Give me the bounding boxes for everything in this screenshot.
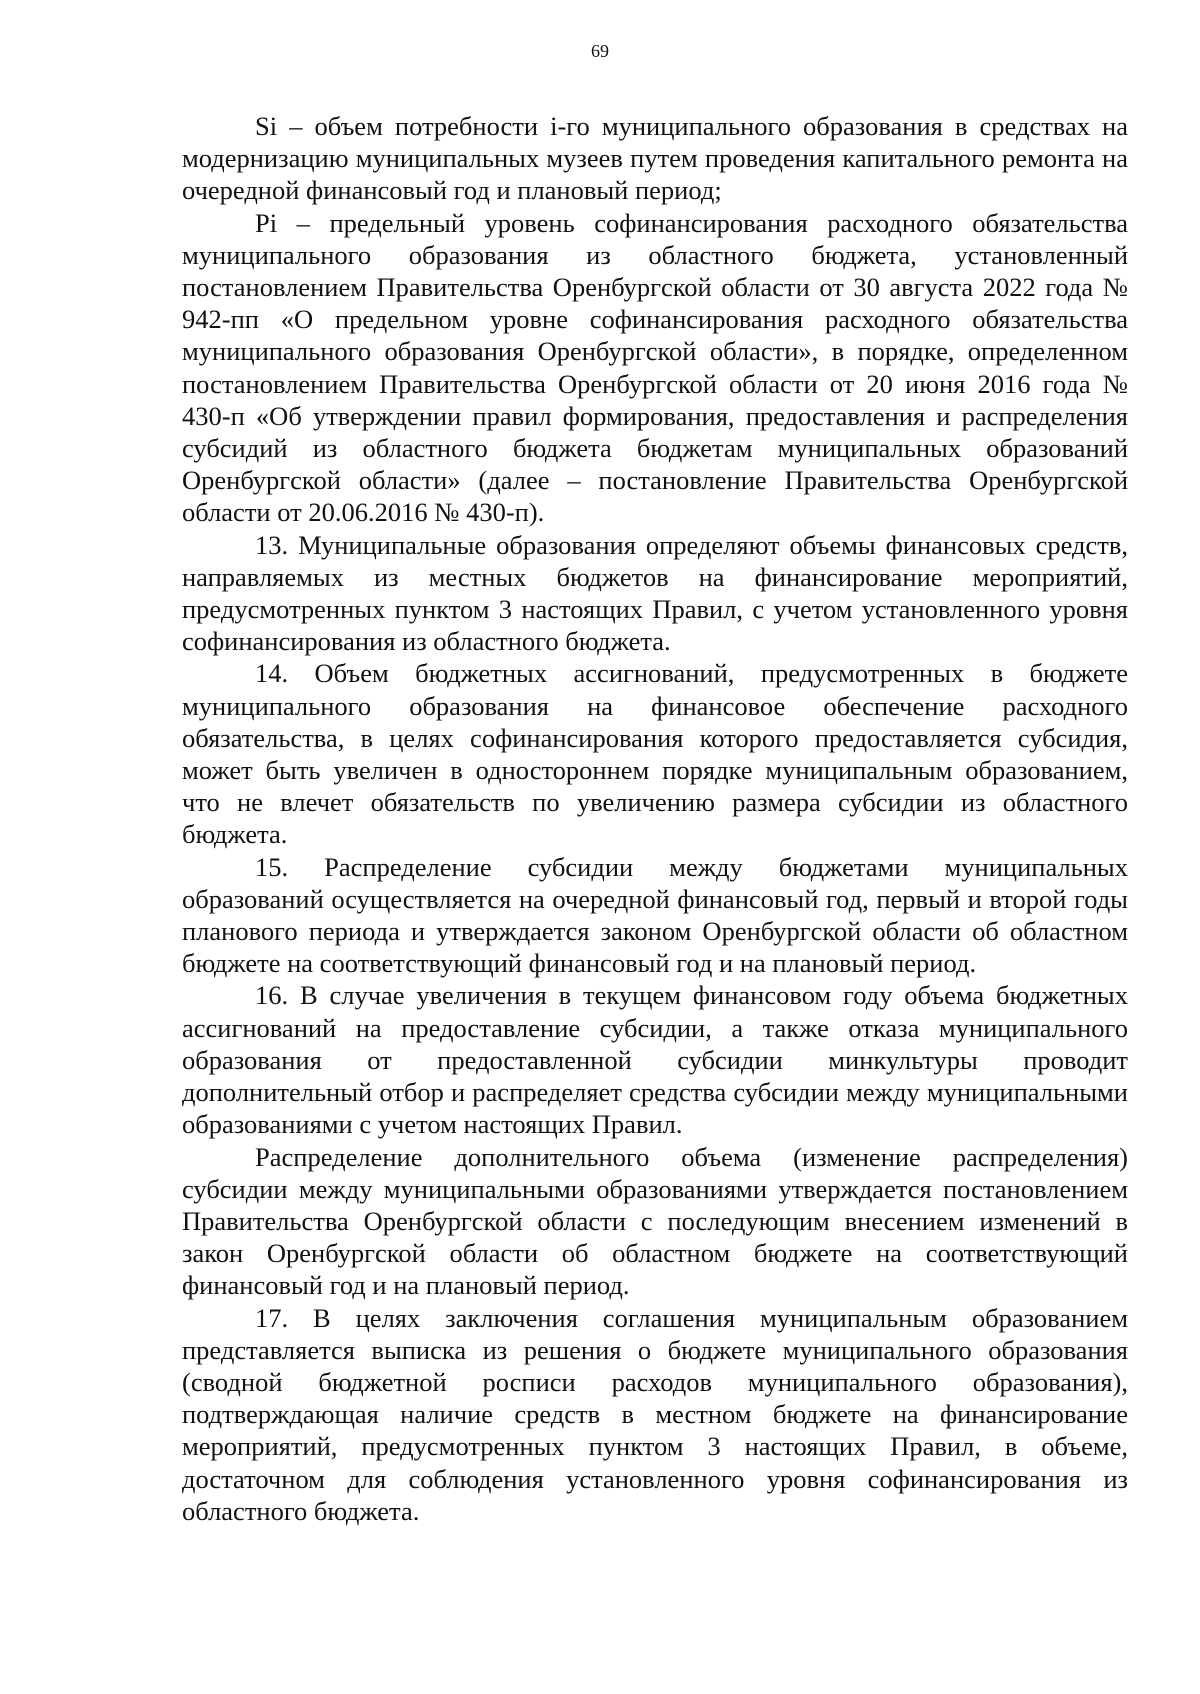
paragraph-17: 17. В целях заключения соглашения муниципальным образованием представляется выписка из решения о бюджете муниципального образования (сводной бюджетной росписи расходов муниципального образования), подтверждающая наличие средств в местном бюджете на финансирование мероприятий, предусмотренных пунктом 3 настоящих Правил, в объеме, достаточном для соблюдения установленного уровня софинансирования из областного бюджета.: [182, 1302, 1128, 1526]
document-body: [182, 110, 1128, 1527]
paragraph-16: 16. В случае увеличения в текущем финансовом году объема бюджетных ассигнований на предоставление субсидии, а также отказа муниципального образования от предоставленной субсидии минкультуры проводит дополнительный отбор и распределяет средства субсидии между муниципальными образованиями с учетом настоящих Правил.: [182, 980, 1128, 1140]
paragraph-14: 14. Объем бюджетных ассигнований, предусмотренных в бюджете муниципального образования на финансовое обеспечение расходного обязательства, в целях софинансирования которого предоставляется субсидия, может быть увеличен в одностороннем порядке муниципальным образованием, что не влечет обязательств по увеличению размера субсидии из областного бюджета.: [182, 658, 1128, 850]
paragraph-13: 13. Муниципальные образования определяют объемы финансовых средств, направляемых из местных бюджетов на финансирование мероприятий, предусмотренных пунктом 3 настоящих Правил, с учетом установленного уровня софинансирования из областного бюджета.: [182, 529, 1128, 657]
paragraph-16-continued: Распределение дополнительного объема (изменение распределения) субсидии между муниципальными образованиями утверждается постановлением Правительства Оренбургской области с последующим внесением изменений в закон Оренбургской области об областном бюджете на соответствующий финансовый год и на плановый период.: [182, 1141, 1128, 1301]
paragraph-pi-definition: Pi – предельный уровень софинансирования расходного обязательства муниципального образования из областного бюджета, установленный постановлением Правительства Оренбургской области от 30 августа 2022 года № 942-пп «О предельном уровне софинансирования расходного обязательства муниципального образования Оренбургской области», в порядке, определенном постановлением Правительства Оренбургской области от 20 июня 2016 года № 430-п «Об утверждении правил формирования, предоставления и распределения субсидий из областного бюджета бюджетам муниципальных образований Оренбургской области» (далее – постановление Правительства Оренбургской области от 20.06.2016 № 430-п).: [182, 207, 1128, 528]
paragraph-15: 15. Распределение субсидии между бюджетами муниципальных образований осуществляется на очередной финансовый год, первый и второй годы планового периода и утверждается законом Оренбургской области об областном бюджете на соответствующий финансовый год и на плановый период.: [182, 851, 1128, 979]
paragraph-si-definition: Si – объем потребности i-го муниципального образования в средствах на модернизацию муниципальных музеев путем проведения капитального ремонта на очередной финансовый год и плановый период;: [182, 111, 1128, 206]
page-number: 69: [591, 41, 609, 61]
